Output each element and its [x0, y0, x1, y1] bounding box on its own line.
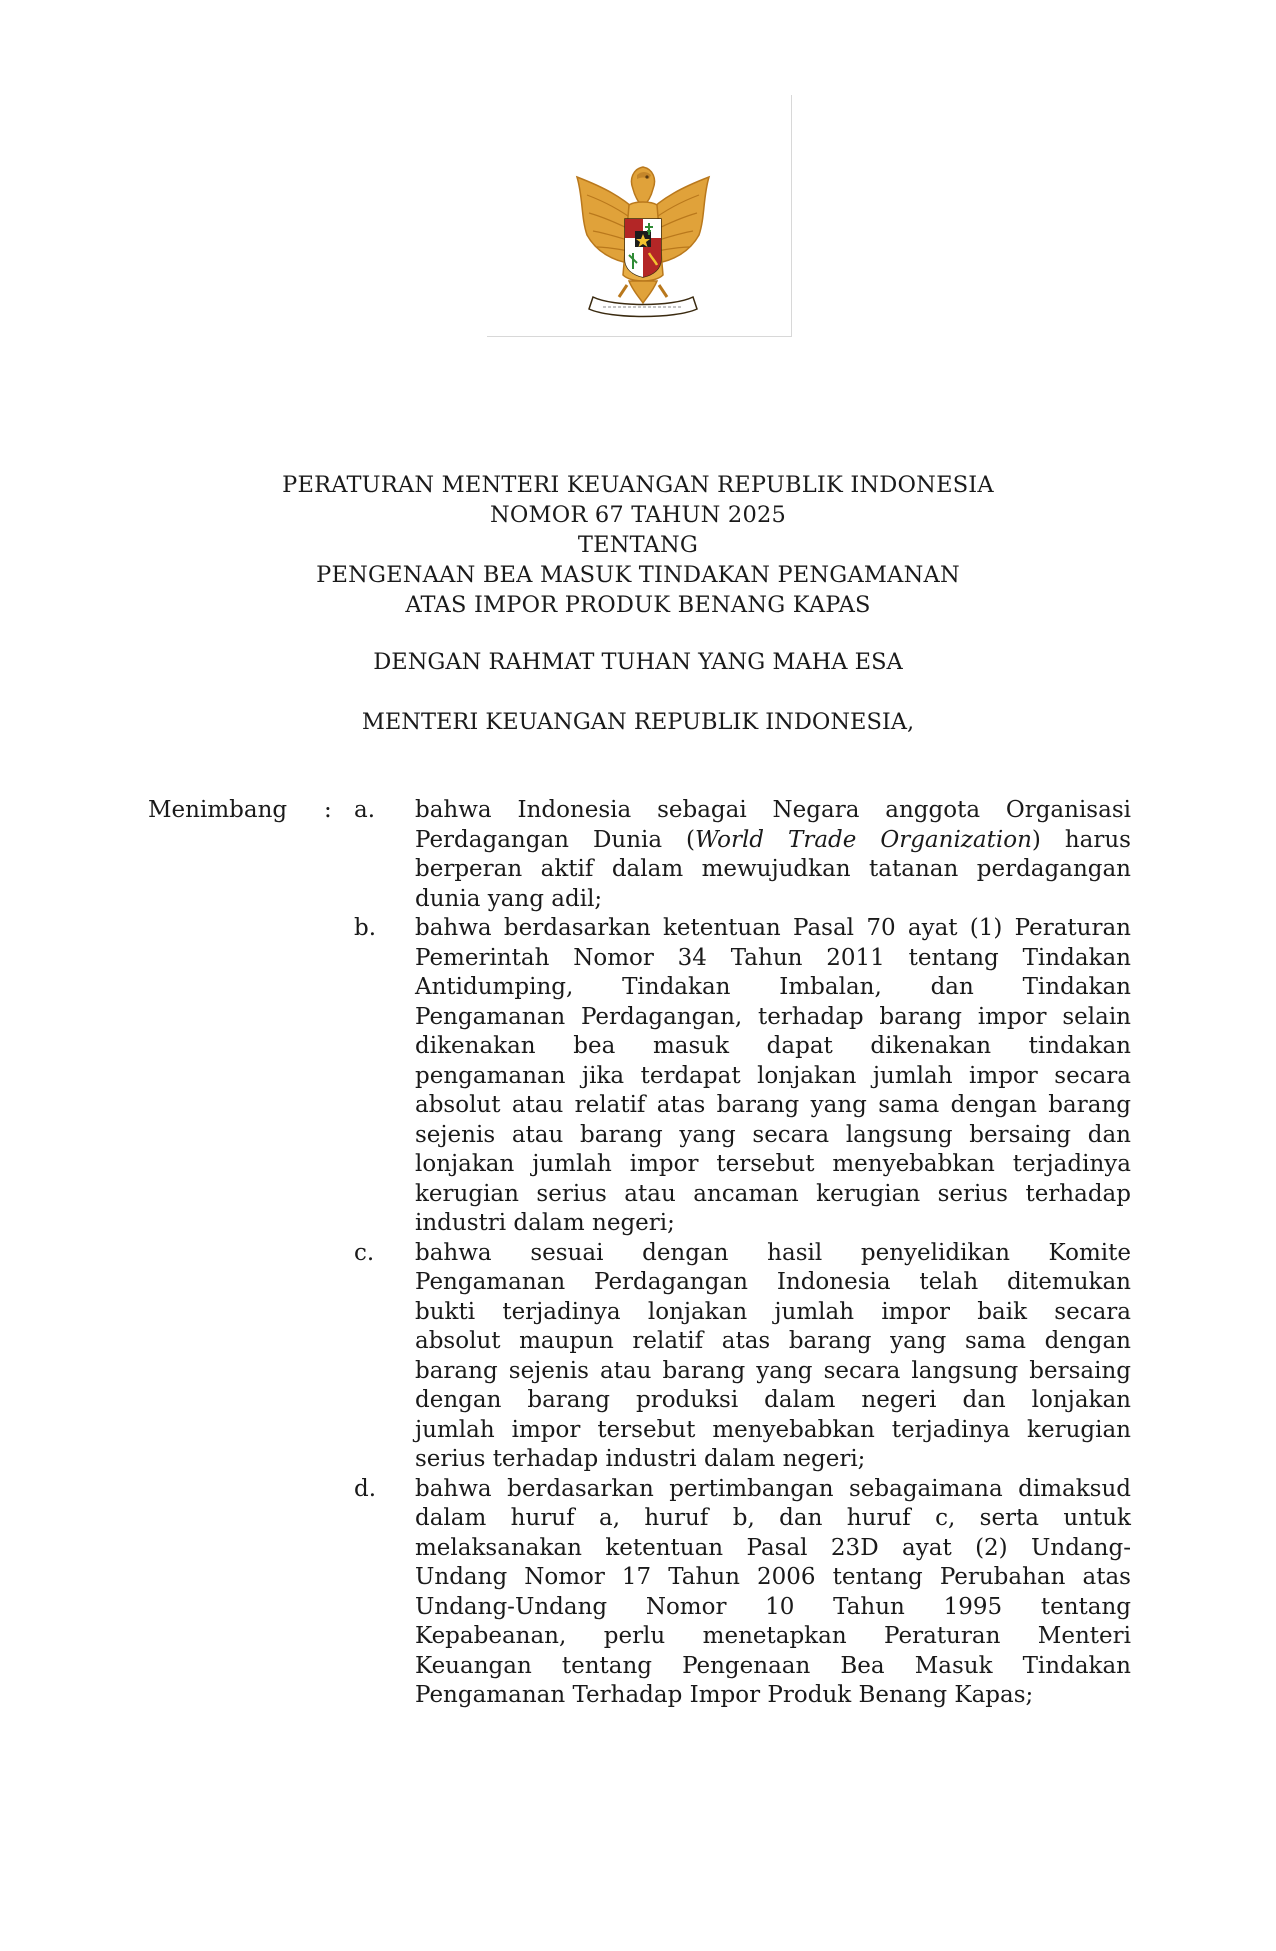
- consideration-line: bahwa Indonesia sebagai Negara anggota Organisasi: [415, 797, 1131, 823]
- regulation-title: [0, 470, 1276, 620]
- consideration-line: dunia yang adil;: [415, 885, 603, 912]
- consideration-line: kerugian serius atau ancaman kerugian serius terhadap: [415, 1180, 1131, 1207]
- garuda-emblem-icon: [563, 157, 723, 327]
- consideration-line: bahwa sesuai dengan hasil penyelidikan Komite: [415, 1239, 1131, 1266]
- consideration-line: lonjakan jumlah impor tersebut menyebabkan terjadinya: [415, 1151, 1131, 1177]
- consideration-line: Pengamanan Perdagangan, terhadap barang impor selain: [415, 1003, 1131, 1030]
- menimbang-colon: :: [324, 797, 332, 823]
- authority-line: MENTERI KEUANGAN REPUBLIK INDONESIA,: [361, 709, 915, 735]
- consideration-line: Perdagangan Dunia (World Trade Organization) harus: [415, 826, 1131, 853]
- consideration-line: Undang-Undang Nomor 10 Tahun 1995 tentang: [415, 1593, 1131, 1620]
- consideration-letter: c.: [354, 1239, 375, 1266]
- consideration-line: Pengamanan Perdagangan Indonesia telah ditemukan: [415, 1269, 1131, 1295]
- consideration-line: Antidumping, Tindakan Imbalan, dan Tindakan: [415, 974, 1131, 1000]
- consideration-line: Pemerintah Nomor 34 Tahun 2011 tentang Tindakan: [415, 944, 1131, 971]
- consideration-line: bahwa berdasarkan pertimbangan sebagaimana dimaksud: [415, 1475, 1131, 1502]
- italic-term: World Trade Organization: [695, 826, 1032, 853]
- consideration-line: jumlah impor tersebut menyebabkan terjadinya kerugian: [415, 1416, 1131, 1443]
- consideration-line: bukti terjadinya lonjakan jumlah impor baik secara: [415, 1298, 1131, 1325]
- consideration-line: barang sejenis atau barang yang secara langsung bersaing: [415, 1357, 1131, 1384]
- consideration-line: berperan aktif dalam mewujudkan tatanan perdagangan: [415, 856, 1131, 882]
- title-line: ATAS IMPOR PRODUK BENANG KAPAS: [405, 592, 871, 618]
- consideration-letter: a.: [354, 797, 376, 823]
- consideration-line: Kepabeanan, perlu menetapkan Peraturan Menteri: [415, 1623, 1131, 1649]
- consideration-letter: d.: [354, 1475, 377, 1502]
- consideration-line: dikenakan bea masuk dapat dikenakan tindakan: [415, 1033, 1131, 1059]
- title-line: NOMOR 67 TAHUN 2025: [489, 502, 786, 528]
- consideration-line: serius terhadap industri dalam negeri;: [415, 1446, 866, 1472]
- menimbang-label: Menimbang: [148, 797, 288, 823]
- consideration-line: industri dalam negeri;: [415, 1210, 675, 1236]
- consideration-line: Pengamanan Terhadap Impor Produk Benang Kapas;: [415, 1682, 1034, 1708]
- consideration-line: sejenis atau barang yang secara langsung bersaing dan: [415, 1121, 1131, 1148]
- title-line: TENTANG: [577, 532, 699, 558]
- consideration-line: absolut atau relatif atas barang yang sama dengan barang: [415, 1092, 1131, 1118]
- emblem-frame: [487, 95, 792, 337]
- consideration-line: Undang Nomor 17 Tahun 2006 tentang Perubahan atas: [415, 1564, 1131, 1590]
- consideration-line: melaksanakan ketentuan Pasal 23D ayat (2) Undang-: [415, 1534, 1131, 1561]
- consideration-line: absolut maupun relatif atas barang yang sama dengan: [415, 1328, 1131, 1354]
- consideration-line: pengamanan jika terdapat lonjakan jumlah impor secara: [415, 1062, 1131, 1089]
- consideration-letter: b.: [354, 915, 377, 941]
- consideration-line: bahwa berdasarkan ketentuan Pasal 70 ayat (1) Peraturan: [415, 915, 1131, 941]
- consideration-line: dalam huruf a, huruf b, dan huruf c, serta untuk: [415, 1505, 1131, 1531]
- title-line: PERATURAN MENTERI KEUANGAN REPUBLIK INDONESIA: [282, 472, 994, 498]
- consideration-line: dengan barang produksi dalam negeri dan lonjakan: [415, 1387, 1131, 1413]
- invocation: DENGAN RAHMAT TUHAN YANG MAHA ESA: [373, 649, 903, 675]
- consideration-line: Keuangan tentang Pengenaan Bea Masuk Tindakan: [415, 1652, 1131, 1679]
- title-line: PENGENAAN BEA MASUK TINDAKAN PENGAMANAN: [316, 562, 960, 588]
